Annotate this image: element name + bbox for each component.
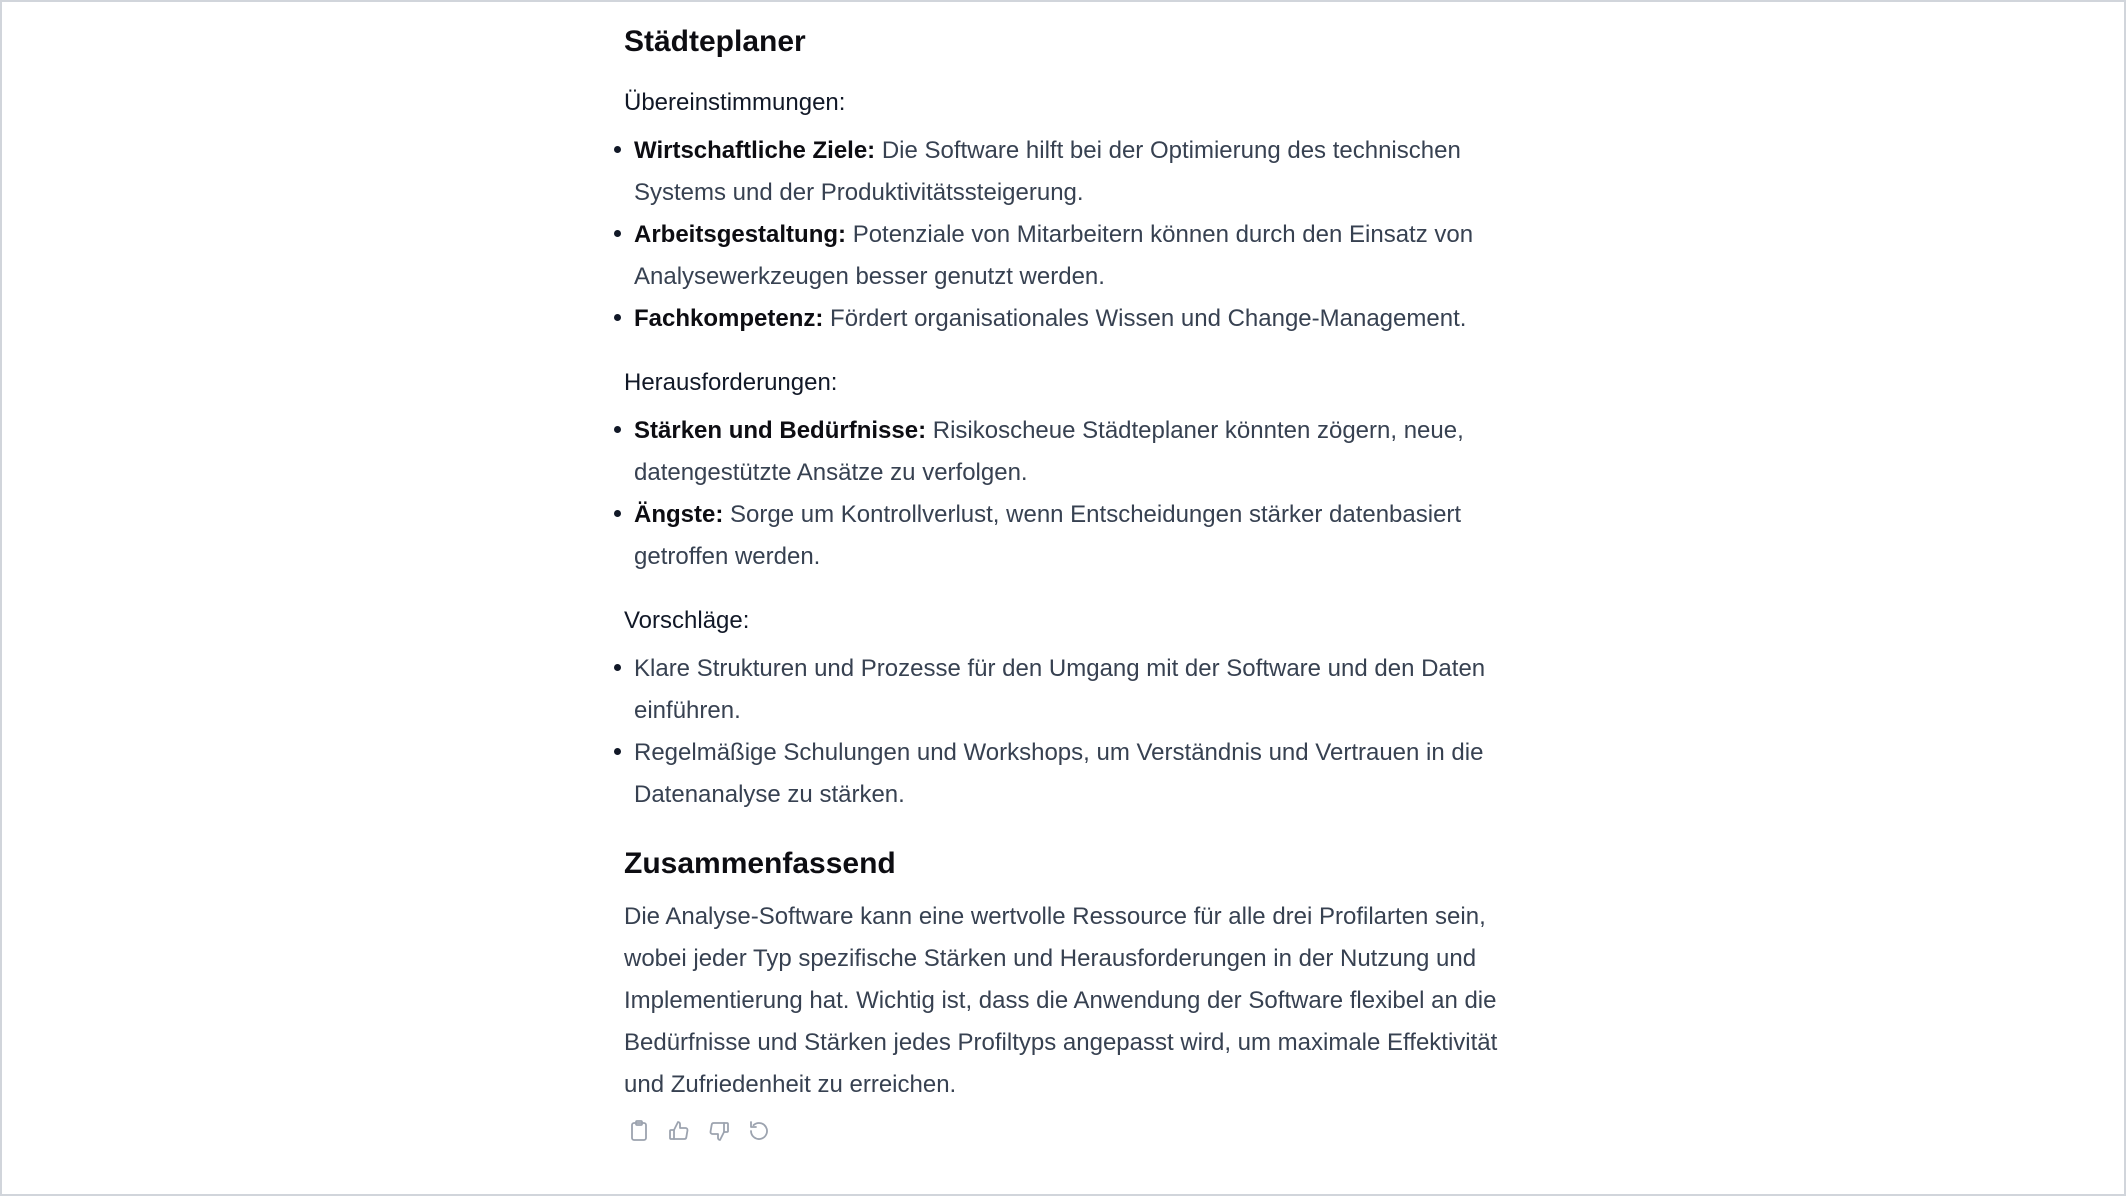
list-item (624, 494, 1504, 578)
list-item (624, 214, 1504, 298)
group-challenges (624, 362, 1504, 578)
bullet-list (624, 130, 1504, 340)
thumbs-down-icon (707, 1119, 731, 1143)
item-text: Risikoscheue Städteplaner könnten zögern, neue, datengestützte Ansätze zu verfolgen. (634, 417, 1464, 486)
copy-button[interactable] (624, 1116, 654, 1146)
list-item (624, 130, 1504, 214)
item-bold: Fachkompetenz: (634, 305, 824, 332)
item-text: Fördert organisationales Wissen und Change-Management. (830, 305, 1467, 332)
bullet-list (624, 648, 1504, 816)
item-bold: Wirtschaftliche Ziele: (634, 137, 876, 164)
item-text: Regelmäßige Schulungen und Workshops, um Verständnis und Vertrauen in die Datenanalyse zu stärken. (634, 739, 1484, 808)
group-label: Herausforderungen: (624, 369, 838, 396)
item-bold: Arbeitsgestaltung: (634, 221, 847, 248)
list-item (624, 298, 1504, 340)
message-actions (624, 1116, 1504, 1146)
item-text: Potenziale von Mitarbeitern können durch den Einsatz von Analysewerkzeugen besser genutzt werden. (634, 221, 1474, 290)
item-bold: Ängste: (634, 501, 724, 528)
item-text: Klare Strukturen und Prozesse für den Umgang mit der Software und den Daten einführen. (634, 655, 1486, 724)
summary-title: Zusammenfassend (624, 847, 896, 880)
list-item (624, 648, 1504, 732)
group-matches (624, 82, 1504, 340)
assistant-message (624, 20, 1504, 1146)
thumbs-up-icon (667, 1119, 691, 1143)
item-text: Die Software hilft bei der Optimierung des technischen Systems und der Produktivitätssteigerung. (634, 137, 1461, 206)
thumbs-down-button[interactable] (704, 1116, 734, 1146)
group-label: Übereinstimmungen: (624, 89, 846, 116)
clipboard-icon (627, 1119, 651, 1143)
thumbs-up-button[interactable] (664, 1116, 694, 1146)
item-text: Sorge um Kontrollverlust, wenn Entscheidungen stärker datenbasiert getroffen werden. (634, 501, 1462, 570)
bullet-list (624, 410, 1504, 578)
group-label: Vorschläge: (624, 607, 750, 634)
summary-text: Die Analyse-Software kann eine wertvolle Ressource für alle drei Profilarten sein, wobei jeder Typ spezifische Stärken und Herausforderungen in der Nutzung und Implementierung hat. Wichtig ist, dass die Anwendung der Software flexibel an die Bedürfnisse und Stärken jedes Profiltyps angepasst wird, um maximale Effektivität und Zufriedenheit zu erreichen. (624, 903, 1498, 1098)
group-suggestions (624, 600, 1504, 816)
section-title: Städteplaner (624, 25, 806, 58)
item-bold: Stärken und Bedürfnisse: (634, 417, 927, 444)
list-item (624, 732, 1504, 816)
regenerate-button[interactable] (744, 1116, 774, 1146)
list-item (624, 410, 1504, 494)
regenerate-icon (747, 1119, 771, 1143)
